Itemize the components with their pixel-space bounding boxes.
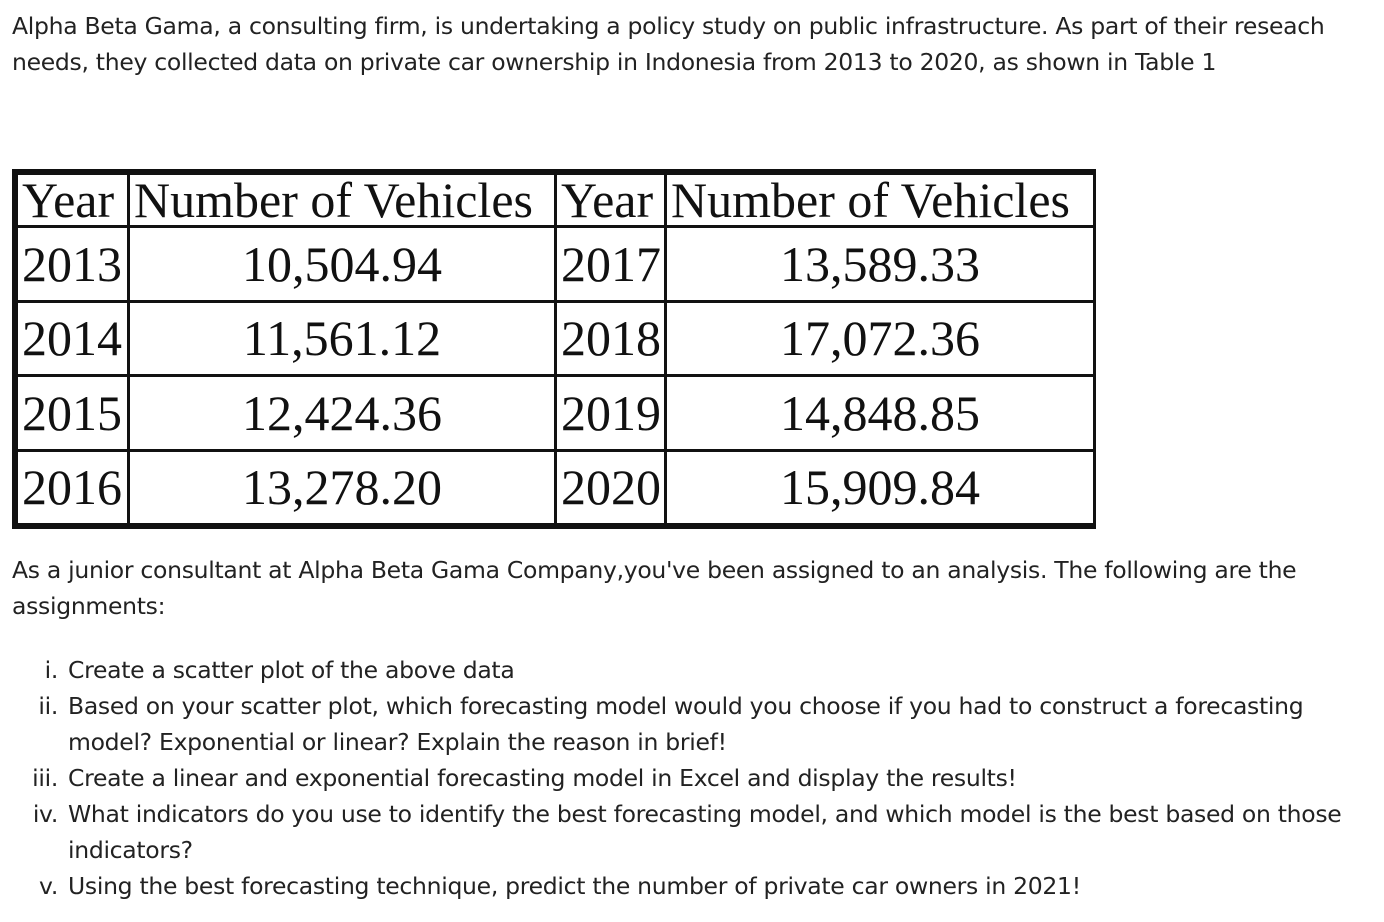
cell-vehicles: 12,424.36 [129, 376, 556, 451]
cell-year: 2015 [17, 376, 129, 451]
cell-vehicles: 10,504.94 [129, 227, 556, 302]
cell-year: 2020 [556, 450, 666, 525]
table-grid [15, 172, 1096, 526]
cell-year: 2018 [556, 301, 666, 376]
list-marker: iv. [32, 800, 58, 828]
header-year-right: Year [556, 174, 666, 227]
cell-vehicles: 13,278.20 [129, 450, 556, 525]
list-item [32, 796, 1378, 868]
list-marker: iii. [32, 764, 58, 792]
task-text: Create a linear and exponential forecasting model in Excel and display the results! [68, 764, 1017, 792]
cell-vehicles: 15,909.84 [666, 450, 1095, 525]
task-text: What indicators do you use to identify the best forecasting model, and which model is the best based on those indicators? [68, 800, 1342, 864]
task-text: Create a scatter plot of the above data [68, 656, 515, 684]
task-list [32, 652, 1378, 904]
intro-paragraph: Alpha Beta Gama, a consulting firm, is undertaking a policy study on public infrastructure. As part of their reseach needs, they collected data on private car ownership in Indonesia from 2013 to 2020, as shown in Table 1 [12, 12, 1325, 76]
cell-vehicles: 17,072.36 [666, 301, 1095, 376]
header-vehicles-left: Number of Vehicles [129, 174, 556, 227]
cell-vehicles: 13,589.33 [666, 227, 1095, 302]
assignment-intro: As a junior consultant at Alpha Beta Gama Company,you've been assigned to an analysis. The following are the assignments: [12, 556, 1297, 620]
list-item [32, 760, 1378, 796]
table-row [17, 301, 1095, 376]
table-row [17, 227, 1095, 302]
cell-year: 2019 [556, 376, 666, 451]
list-item [44, 652, 1378, 688]
cell-year: 2017 [556, 227, 666, 302]
cell-vehicles: 11,561.12 [129, 301, 556, 376]
list-marker: v. [39, 872, 58, 900]
list-marker: i. [44, 656, 58, 684]
table-row [17, 376, 1095, 451]
table-row [17, 450, 1095, 525]
list-item [38, 688, 1378, 760]
vehicle-data-table [12, 169, 1096, 529]
task-text: Using the best forecasting technique, predict the number of private car owners in 2021! [68, 872, 1081, 900]
cell-year: 2016 [17, 450, 129, 525]
header-year-left: Year [17, 174, 129, 227]
cell-vehicles: 14,848.85 [666, 376, 1095, 451]
list-item [39, 868, 1378, 904]
header-vehicles-right: Number of Vehicles [666, 174, 1095, 227]
cell-year: 2013 [17, 227, 129, 302]
list-marker: ii. [38, 692, 58, 720]
task-text: Based on your scatter plot, which forecasting model would you choose if you had to construct a forecasting model? Exponential or linear? Explain the reason in brief! [68, 692, 1304, 756]
cell-year: 2014 [17, 301, 129, 376]
table-header-row [17, 174, 1095, 227]
